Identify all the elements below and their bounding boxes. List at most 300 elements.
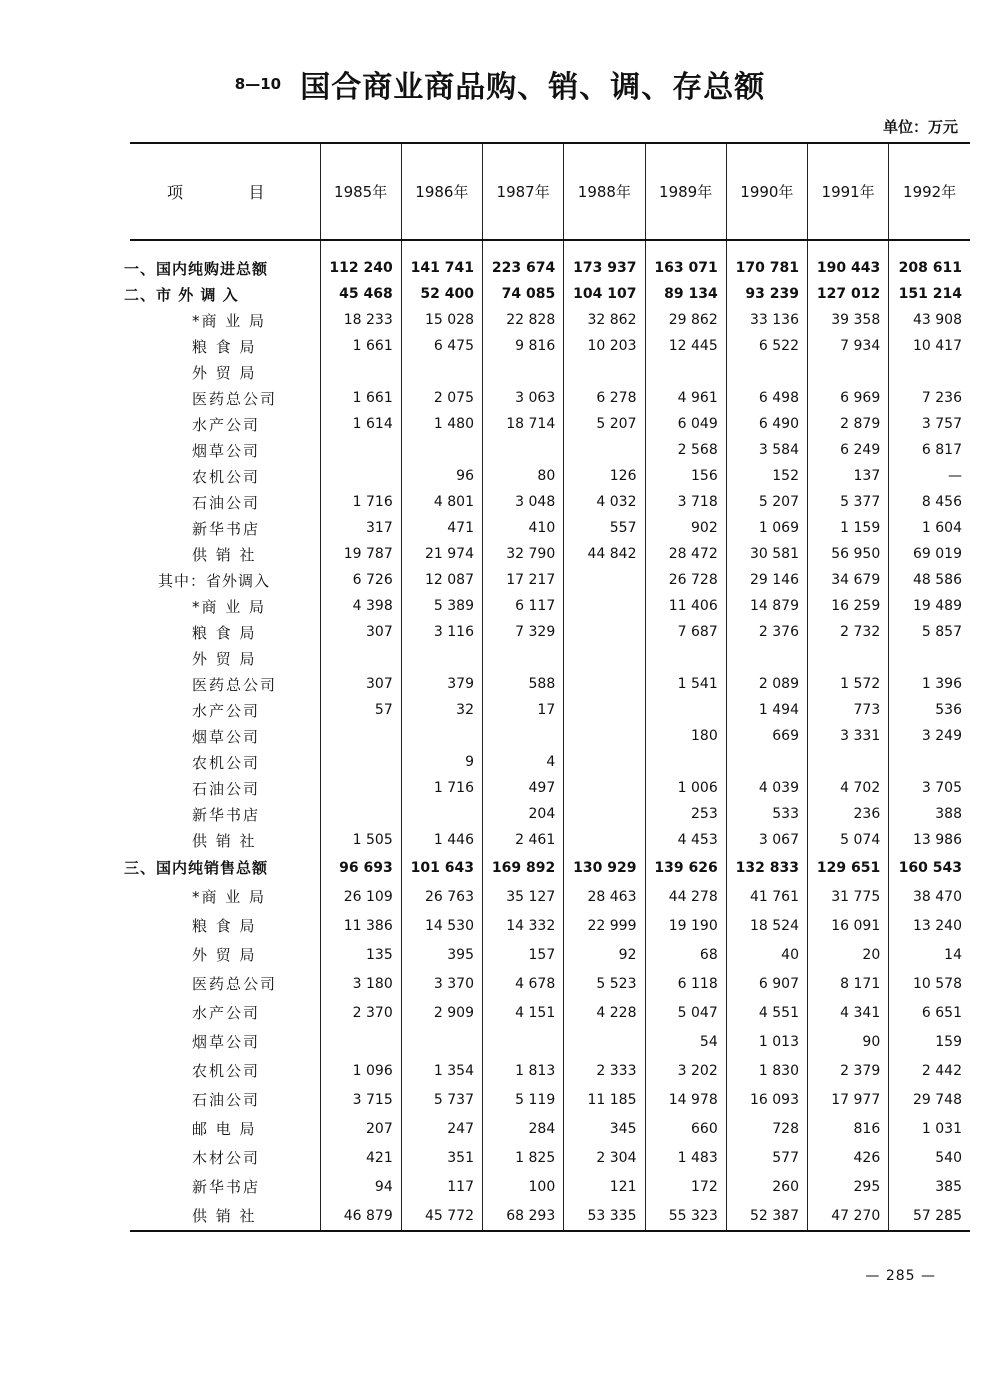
value-cell: 3 370: [401, 969, 482, 998]
row-label: 新华书店: [192, 805, 261, 824]
value-cell: [564, 645, 645, 671]
value-cell: 3 715: [320, 1085, 401, 1114]
value-cell: 17 977: [808, 1085, 889, 1114]
value-cell: 190 443: [808, 255, 889, 281]
value-cell: 48 586: [889, 567, 970, 593]
value-cell: [320, 359, 401, 385]
item-column-header: [130, 143, 320, 240]
value-cell: 104 107: [564, 281, 645, 307]
value-cell: 3 202: [645, 1056, 726, 1085]
row-label: *商 业 局: [192, 888, 267, 906]
value-cell: 385: [889, 1172, 970, 1201]
value-cell: 1 069: [726, 515, 807, 541]
value-cell: 22 999: [564, 911, 645, 940]
row-label-cell: [130, 911, 320, 940]
value-cell: 6 278: [564, 385, 645, 411]
value-cell: 40: [726, 940, 807, 969]
row-label-cell: [130, 645, 320, 671]
value-cell: [889, 645, 970, 671]
value-cell: 4 702: [808, 775, 889, 801]
value-cell: 135: [320, 940, 401, 969]
value-cell: 17: [483, 697, 564, 723]
year-header-1992: 1992年: [889, 143, 970, 240]
row-label-cell: [130, 437, 320, 463]
value-cell: 2 909: [401, 998, 482, 1027]
value-cell: 4 039: [726, 775, 807, 801]
value-cell: 18 233: [320, 307, 401, 333]
value-cell: 19 190: [645, 911, 726, 940]
value-cell: 6 907: [726, 969, 807, 998]
row-label: 医药总公司: [192, 675, 278, 694]
row-label: 烟草公司: [192, 441, 261, 460]
value-cell: 43 908: [889, 307, 970, 333]
table-row: [130, 697, 970, 723]
value-cell: 6 522: [726, 333, 807, 359]
value-cell: 16 259: [808, 593, 889, 619]
table-row: [130, 411, 970, 437]
value-cell: 13 240: [889, 911, 970, 940]
value-cell: [726, 645, 807, 671]
page-number: — 285 —: [865, 1268, 936, 1284]
row-label-cell: [130, 411, 320, 437]
row-label: 医药总公司: [192, 389, 278, 408]
value-cell: 26 728: [645, 567, 726, 593]
row-label-cell: [130, 697, 320, 723]
value-cell: 2 370: [320, 998, 401, 1027]
value-cell: 3 116: [401, 619, 482, 645]
unit-label: 单位：万元: [882, 118, 958, 136]
row-label-cell: [130, 489, 320, 515]
value-cell: 6 969: [808, 385, 889, 411]
table-row: [130, 437, 970, 463]
row-label-cell: [130, 749, 320, 775]
table-row: [130, 281, 970, 307]
value-cell: [320, 775, 401, 801]
value-cell: 29 748: [889, 1085, 970, 1114]
table-row: [130, 255, 970, 281]
value-cell: [564, 593, 645, 619]
year-header-1988: 1988年: [564, 143, 645, 240]
value-cell: 5 737: [401, 1085, 482, 1114]
value-cell: 45 468: [320, 281, 401, 307]
value-cell: [320, 723, 401, 749]
item-header-char-2: 目: [248, 183, 265, 202]
value-cell: 5 523: [564, 969, 645, 998]
row-label-cell: [130, 998, 320, 1027]
value-cell: 4 453: [645, 827, 726, 853]
row-label-cell: [130, 801, 320, 827]
value-cell: 52 400: [401, 281, 482, 307]
value-cell: 39 358: [808, 307, 889, 333]
value-cell: 17 217: [483, 567, 564, 593]
value-cell: 6 817: [889, 437, 970, 463]
value-cell: 26 109: [320, 882, 401, 911]
table-row: [130, 567, 970, 593]
row-label: 三、国内纯销售总额: [124, 859, 269, 877]
value-cell: [726, 359, 807, 385]
value-cell: 32 862: [564, 307, 645, 333]
value-cell: 1 354: [401, 1056, 482, 1085]
value-cell: [320, 801, 401, 827]
value-cell: [564, 775, 645, 801]
value-cell: 497: [483, 775, 564, 801]
value-cell: 157: [483, 940, 564, 969]
value-cell: [889, 359, 970, 385]
value-cell: 19 787: [320, 541, 401, 567]
table-body: [124, 240, 970, 1230]
table-row: [130, 749, 970, 775]
value-cell: 1 446: [401, 827, 482, 853]
value-cell: 163 071: [645, 255, 726, 281]
value-cell: 3 180: [320, 969, 401, 998]
spacer-cell: [483, 240, 564, 255]
value-cell: 207: [320, 1114, 401, 1143]
value-cell: 1 096: [320, 1056, 401, 1085]
table-row: [130, 385, 970, 411]
table-row: [130, 1143, 970, 1172]
value-cell: [483, 1027, 564, 1056]
row-label: 外 贸 局: [192, 946, 257, 964]
row-label: 二、市 外 调 入: [124, 285, 239, 304]
spacer-cell: [564, 240, 645, 255]
value-cell: 55 323: [645, 1201, 726, 1230]
row-label: 烟草公司: [192, 1033, 261, 1051]
value-cell: 100: [483, 1172, 564, 1201]
row-label-cell: [130, 723, 320, 749]
year-header-1991: 1991年: [808, 143, 889, 240]
value-cell: 30 581: [726, 541, 807, 567]
table-row: [130, 940, 970, 969]
value-cell: 112 240: [320, 255, 401, 281]
value-cell: [320, 749, 401, 775]
row-label-cell: [130, 541, 320, 567]
value-cell: 52 387: [726, 1201, 807, 1230]
table-bottom-rule: [130, 1230, 970, 1232]
value-cell: 130 929: [564, 853, 645, 882]
value-cell: 14: [889, 940, 970, 969]
value-cell: 94: [320, 1172, 401, 1201]
value-cell: 3 249: [889, 723, 970, 749]
value-cell: 2 568: [645, 437, 726, 463]
row-label: 供 销 社: [192, 831, 257, 850]
value-cell: 410: [483, 515, 564, 541]
value-cell: 1 013: [726, 1027, 807, 1056]
value-cell: [483, 359, 564, 385]
row-label: 木材公司: [192, 1149, 261, 1167]
value-cell: 156: [645, 463, 726, 489]
value-cell: 253: [645, 801, 726, 827]
table-code: 8—10: [234, 75, 282, 93]
value-cell: 180: [645, 723, 726, 749]
value-cell: 7 236: [889, 385, 970, 411]
row-label-cell: [124, 853, 320, 882]
value-cell: 160 543: [889, 853, 970, 882]
row-label: 水产公司: [192, 1004, 261, 1022]
table-row: [130, 671, 970, 697]
value-cell: 5 377: [808, 489, 889, 515]
value-cell: 74 085: [483, 281, 564, 307]
value-cell: 11 386: [320, 911, 401, 940]
value-cell: 1 830: [726, 1056, 807, 1085]
value-cell: 92: [564, 940, 645, 969]
value-cell: 141 741: [401, 255, 482, 281]
value-cell: 46 879: [320, 1201, 401, 1230]
value-cell: 127 012: [808, 281, 889, 307]
value-cell: 14 978: [645, 1085, 726, 1114]
value-cell: 173 937: [564, 255, 645, 281]
value-cell: 4 228: [564, 998, 645, 1027]
value-cell: 1 480: [401, 411, 482, 437]
value-cell: 14 332: [483, 911, 564, 940]
table-row: [130, 827, 970, 853]
value-cell: 68 293: [483, 1201, 564, 1230]
value-cell: 1 483: [645, 1143, 726, 1172]
year-header-1987: 1987年: [483, 143, 564, 240]
row-label: 石油公司: [192, 1091, 261, 1109]
value-cell: 345: [564, 1114, 645, 1143]
value-cell: 47 270: [808, 1201, 889, 1230]
value-cell: 10 203: [564, 333, 645, 359]
value-cell: 57: [320, 697, 401, 723]
row-label-cell: [130, 1085, 320, 1114]
value-cell: [889, 749, 970, 775]
value-cell: 5 207: [564, 411, 645, 437]
value-cell: 34 679: [808, 567, 889, 593]
value-cell: 159: [889, 1027, 970, 1056]
row-label: 医药总公司: [192, 975, 278, 993]
value-cell: 9 816: [483, 333, 564, 359]
value-cell: 2 379: [808, 1056, 889, 1085]
value-cell: 19 489: [889, 593, 970, 619]
year-header-1989: 1989年: [645, 143, 726, 240]
row-label: 农机公司: [192, 753, 261, 772]
value-cell: 284: [483, 1114, 564, 1143]
spacer-cell: [401, 240, 482, 255]
row-label-cell: [130, 671, 320, 697]
value-cell: 6 490: [726, 411, 807, 437]
value-cell: 6 475: [401, 333, 482, 359]
value-cell: 317: [320, 515, 401, 541]
value-cell: 4 341: [808, 998, 889, 1027]
value-cell: 3 757: [889, 411, 970, 437]
value-cell: 208 611: [889, 255, 970, 281]
value-cell: 728: [726, 1114, 807, 1143]
item-header-char-1: 项: [167, 183, 184, 202]
value-cell: 4 032: [564, 489, 645, 515]
row-label: 石油公司: [192, 493, 261, 512]
value-cell: 533: [726, 801, 807, 827]
value-cell: [645, 697, 726, 723]
value-cell: [808, 749, 889, 775]
row-label-cell: [130, 619, 320, 645]
table-row: [130, 1085, 970, 1114]
value-cell: 5 047: [645, 998, 726, 1027]
row-label: 石油公司: [192, 779, 261, 798]
value-cell: [564, 567, 645, 593]
value-cell: 6 117: [483, 593, 564, 619]
value-cell: 117: [401, 1172, 482, 1201]
row-label-cell: [130, 1114, 320, 1143]
value-cell: 32: [401, 697, 482, 723]
value-cell: 151 214: [889, 281, 970, 307]
value-cell: [564, 437, 645, 463]
value-cell: 11 185: [564, 1085, 645, 1114]
value-cell: 9: [401, 749, 482, 775]
value-cell: [564, 671, 645, 697]
value-cell: 1 006: [645, 775, 726, 801]
value-cell: 902: [645, 515, 726, 541]
value-cell: 16 093: [726, 1085, 807, 1114]
value-cell: 4 678: [483, 969, 564, 998]
value-cell: 38 470: [889, 882, 970, 911]
value-cell: 2 089: [726, 671, 807, 697]
table-row: [130, 1056, 970, 1085]
value-cell: 379: [401, 671, 482, 697]
row-label-cell: [130, 333, 320, 359]
value-cell: 7 934: [808, 333, 889, 359]
value-cell: [564, 359, 645, 385]
value-cell: 1 541: [645, 671, 726, 697]
table-row: [130, 723, 970, 749]
value-cell: 3 718: [645, 489, 726, 515]
value-cell: 5 119: [483, 1085, 564, 1114]
value-cell: 35 127: [483, 882, 564, 911]
table-title: 国合商业商品购、销、调、存总额: [300, 70, 766, 105]
row-label-cell: [130, 775, 320, 801]
value-cell: 69 019: [889, 541, 970, 567]
value-cell: 5 074: [808, 827, 889, 853]
row-label: 农机公司: [192, 467, 261, 486]
value-cell: 5 857: [889, 619, 970, 645]
value-cell: 2 461: [483, 827, 564, 853]
spacer-cell: [889, 240, 970, 255]
value-cell: 12 445: [645, 333, 726, 359]
value-cell: 204: [483, 801, 564, 827]
value-cell: 90: [808, 1027, 889, 1056]
value-cell: 773: [808, 697, 889, 723]
value-cell: [564, 749, 645, 775]
value-cell: 172: [645, 1172, 726, 1201]
value-cell: 101 643: [401, 853, 482, 882]
row-label: 水产公司: [192, 701, 261, 720]
table-row: [130, 801, 970, 827]
row-label: 水产公司: [192, 415, 261, 434]
table-row: [130, 911, 970, 940]
value-cell: 32 790: [483, 541, 564, 567]
table-row: [130, 541, 970, 567]
value-cell: 536: [889, 697, 970, 723]
value-cell: 816: [808, 1114, 889, 1143]
value-cell: [564, 723, 645, 749]
value-cell: [401, 437, 482, 463]
value-cell: 89 134: [645, 281, 726, 307]
value-cell: [401, 645, 482, 671]
table-row: [130, 359, 970, 385]
table-row: [130, 1027, 970, 1056]
row-label-cell: [130, 969, 320, 998]
statistics-table: [124, 142, 970, 1230]
value-cell: 1 572: [808, 671, 889, 697]
value-cell: 1 614: [320, 411, 401, 437]
row-label: 外 贸 局: [192, 649, 257, 668]
value-cell: [401, 723, 482, 749]
table-row: [130, 969, 970, 998]
value-cell: 26 763: [401, 882, 482, 911]
row-label-cell: [130, 1056, 320, 1085]
value-cell: 6 118: [645, 969, 726, 998]
value-cell: 669: [726, 723, 807, 749]
value-cell: 28 472: [645, 541, 726, 567]
row-label: 粮 食 局: [192, 917, 257, 935]
row-label: *商 业 局: [192, 311, 267, 330]
value-cell: 169 892: [483, 853, 564, 882]
value-cell: [726, 749, 807, 775]
page-title: [0, 62, 1000, 106]
value-cell: 18 524: [726, 911, 807, 940]
value-cell: 1 494: [726, 697, 807, 723]
value-cell: 388: [889, 801, 970, 827]
value-cell: 11 406: [645, 593, 726, 619]
header-spacer-row: [130, 240, 970, 255]
value-cell: 170 781: [726, 255, 807, 281]
table-row: [130, 853, 970, 882]
table-row: [130, 645, 970, 671]
value-cell: 15 028: [401, 307, 482, 333]
value-cell: 33 136: [726, 307, 807, 333]
row-label: 一、国内纯购进总额: [124, 259, 269, 278]
value-cell: 5 207: [726, 489, 807, 515]
row-label: 其中：省外调入: [158, 571, 271, 590]
row-label: 外 贸 局: [192, 363, 257, 382]
value-cell: [564, 697, 645, 723]
value-cell: 6 049: [645, 411, 726, 437]
row-label: 粮 食 局: [192, 337, 257, 356]
value-cell: 6 249: [808, 437, 889, 463]
value-cell: 1 661: [320, 385, 401, 411]
value-cell: 2 732: [808, 619, 889, 645]
row-label-cell: [130, 1172, 320, 1201]
table-row: [130, 333, 970, 359]
value-cell: 1 396: [889, 671, 970, 697]
value-cell: 426: [808, 1143, 889, 1172]
value-cell: 132 833: [726, 853, 807, 882]
value-cell: [483, 437, 564, 463]
value-cell: 557: [564, 515, 645, 541]
value-cell: 1 604: [889, 515, 970, 541]
table-row: [130, 307, 970, 333]
value-cell: 1 813: [483, 1056, 564, 1085]
table-header: [130, 143, 970, 240]
value-cell: 139 626: [645, 853, 726, 882]
spacer-cell: [320, 240, 401, 255]
value-cell: 3 063: [483, 385, 564, 411]
value-cell: 1 505: [320, 827, 401, 853]
row-label-cell: [124, 255, 320, 281]
row-label-cell: [130, 1201, 320, 1230]
value-cell: [320, 437, 401, 463]
table-row: [130, 998, 970, 1027]
table-row: [130, 489, 970, 515]
year-header-1990: 1990年: [726, 143, 807, 240]
value-cell: 2 442: [889, 1056, 970, 1085]
row-label-cell: [130, 567, 320, 593]
value-cell: 2 075: [401, 385, 482, 411]
row-label-cell: [130, 940, 320, 969]
value-cell: 1 159: [808, 515, 889, 541]
row-label: 烟草公司: [192, 727, 261, 746]
value-cell: 1 825: [483, 1143, 564, 1172]
value-cell: 54: [645, 1027, 726, 1056]
